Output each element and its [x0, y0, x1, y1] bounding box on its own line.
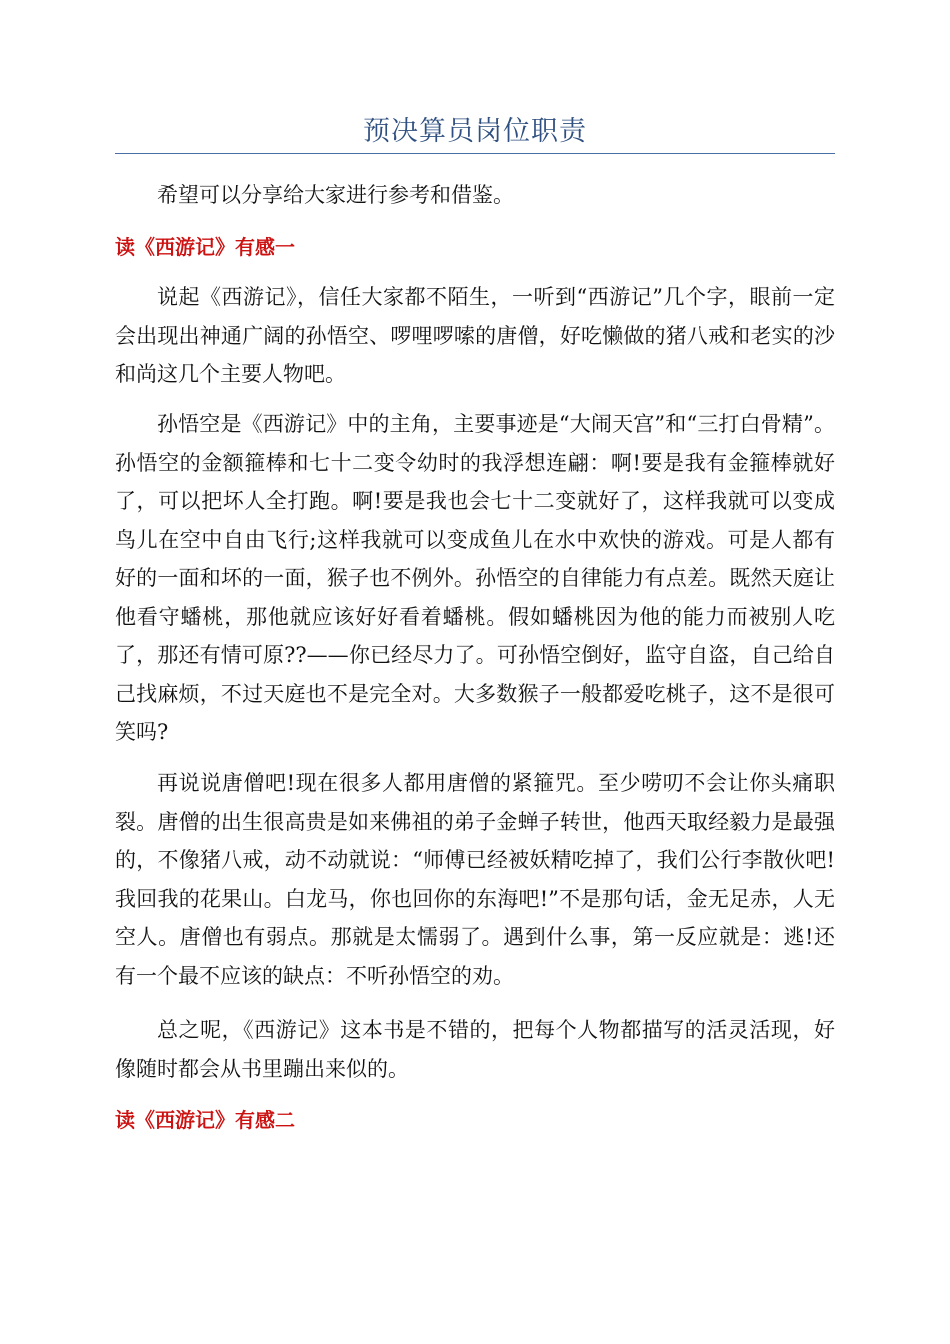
section-heading-1: 读《西游记》有感一 — [115, 235, 295, 259]
intro-paragraph: 希望可以分享给大家进行参考和借鉴。 — [157, 183, 514, 207]
body-paragraph: 孙悟空是《西游记》中的主角，主要事迹是“大闹天宫”和“三打白骨精”。孙悟空的金额箍棒和七十二变令幼时的我浮想连翩：啊!要是我有金箍棒就好了，可以把坏人全打跑。啊!要是我也会七十二变就好了，这样我就可以变成鸟儿在空中自由飞行;这样我就可以变成鱼儿在水中欢快的游戏。可是人都有好的一面和坏的一面，猴子也不例外。孙悟空的自律能力有点差。既然天庭让他看守蟠桃，那他就应该好好看着蟠桃。假如蟠桃因为他的能力而被别人吃了，那还有情可原??——你已经尽力了。可孙悟空倒好，监守自盗，自己给自己找麻烦，不过天庭也不是完全对。大多数猴子一般都爱吃桃子，这不是很可笑吗? — [115, 412, 835, 744]
body-paragraph: 总之呢，《西游记》这本书是不错的，把每个人物都描写的活灵活现，好像随时都会从书里蹦出来似的。 — [115, 1018, 835, 1081]
title-underline — [115, 153, 835, 154]
body-paragraph: 再说说唐僧吧!现在很多人都用唐僧的紧箍咒。至少唠叨不会让你头痛职裂。唐僧的出生很高贵是如来佛祖的弟子金蝉子转世，他西天取经毅力是最强的，不像猪八戒，动不动就说：“师傅已经被妖精吃掉了，我们公行李散伙吧!我回我的花果山。白龙马，你也回你的东海吧!”不是那句话，金无足赤，人无空人。唐僧也有弱点。那就是太懦弱了。遇到什么事，第一反应就是：逃!还有一个最不应该的缺点：不听孙悟空的劝。 — [115, 771, 835, 988]
document-title: 预决算员岗位职责 — [363, 116, 587, 147]
section-heading-2: 读《西游记》有感二 — [115, 1108, 295, 1132]
body-paragraph: 说起《西游记》，信任大家都不陌生，一听到“西游记”几个字，眼前一定会出现出神通广阔的孙悟空、啰哩啰嗦的唐僧，好吃懒做的猪八戒和老实的沙和尚这几个主要人物吧。 — [115, 285, 835, 386]
